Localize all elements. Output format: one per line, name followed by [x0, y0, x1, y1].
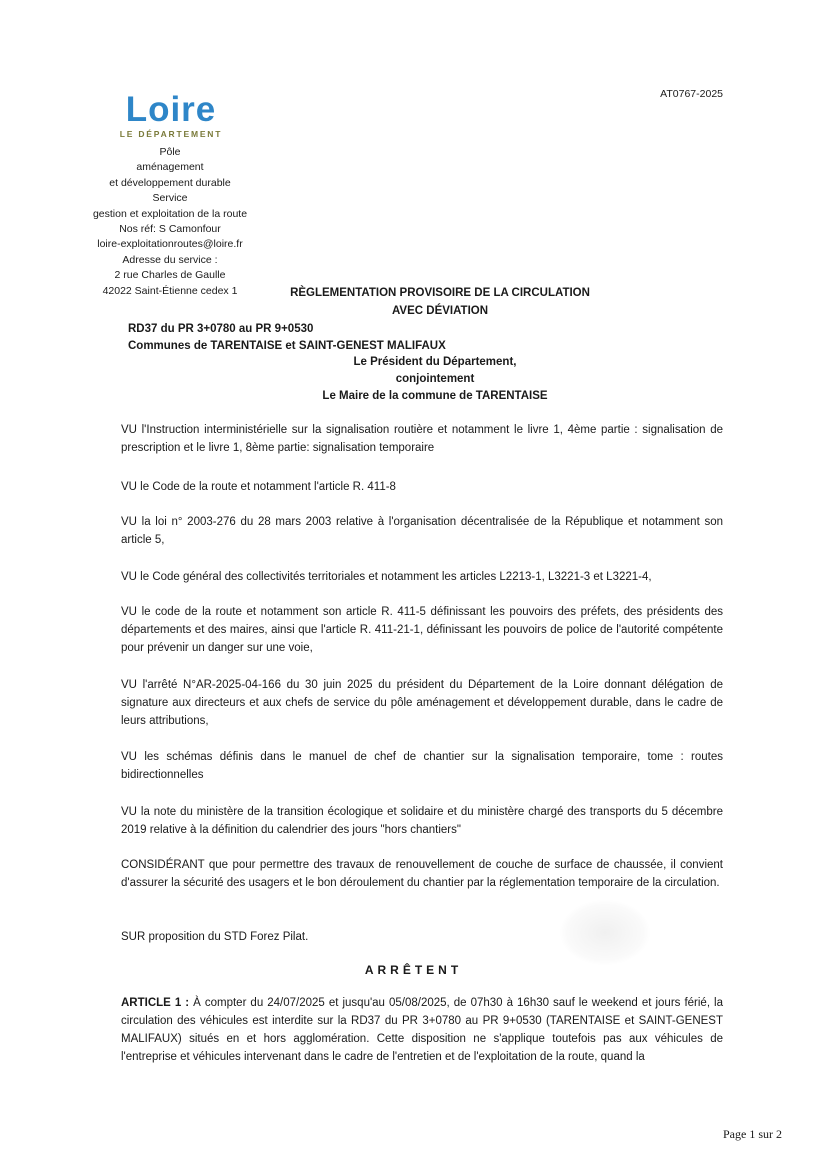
arretent-heading: ARRÊTENT [364, 963, 463, 977]
consideration-text: le code de la route et notamment son article R. 411-5 définissant les pouvoirs des préfets, des présidents des départements et des maires, ainsi que l'article R. 411-21-1, définissant les pouvoirs de police de l'autorité compétente pour prévenir un danger sur une voie, [121, 606, 723, 654]
consideration-paragraph [121, 478, 723, 496]
service-line: et développement durable [109, 176, 231, 189]
consideration-lead: CONSIDÉRANT [121, 859, 205, 871]
service-block [70, 145, 270, 299]
consideration-paragraph [121, 513, 723, 549]
consideration-text: la loi n° 2003-276 du 28 mars 2003 relative à l'organisation décentralisée de la République et notamment son article 5, [121, 516, 723, 546]
authority-mayor: Le Maire de la commune de TARENTAISE [322, 390, 548, 402]
service-line: 2 rue Charles de Gaulle [114, 269, 226, 282]
article-1-label: ARTICLE 1 : [121, 997, 190, 1009]
consideration-lead: VU [121, 606, 137, 618]
service-line: aménagement [136, 161, 204, 174]
consideration-text: l'arrêté N°AR-2025-04-166 du 30 juin 2025 du président du Département de la Loire donnant délégation de signature aux directeurs et aux chefs de service du pôle aménagement et développement durable, dans le cadre de leurs attributions, [121, 679, 723, 727]
loire-logo [112, 92, 230, 139]
consideration-lead: VU [121, 516, 137, 528]
consideration-paragraph [121, 603, 723, 657]
document-subtitle: AVEC DÉVIATION [391, 305, 489, 317]
faded-stamp [560, 900, 650, 965]
consideration-text: l'Instruction interministérielle sur la signalisation routière et notamment le livre 1, 4ème partie : signalisation de prescription et le livre 1, 8ème partie: signalisation temporaire [121, 424, 723, 454]
service-line: gestion et exploitation de la route [92, 207, 248, 220]
consideration-lead: VU [121, 571, 137, 583]
document-title: RÈGLEMENTATION PROVISOIRE DE LA CIRCULATION [290, 287, 590, 299]
consideration-lead: VU [121, 806, 137, 818]
consideration-paragraph [121, 803, 723, 839]
service-line: Pôle [159, 146, 181, 158]
authority-conjointement: conjointement [395, 373, 475, 385]
consideration-text: les schémas définis dans le manuel de chef de chantier sur la signalisation temporaire, tome : routes bidirectionnelles [121, 751, 723, 781]
authority-president: Le Président du Département, [353, 356, 517, 368]
consideration-text: proposition du STD Forez Pilat. [145, 931, 309, 943]
consideration-lead: VU [121, 751, 137, 763]
service-line: 42022 Saint-Étienne cedex 1 [102, 284, 238, 297]
service-line: Service [152, 192, 188, 205]
consideration-lead: VU [121, 679, 137, 691]
document-reference: AT0767-2025 [660, 88, 723, 100]
consideration-lead: SUR [121, 931, 146, 943]
logo-subtitle: LE DÉPARTEMENT [119, 129, 223, 139]
consideration-text: la note du ministère de la transition écologique et solidaire et du ministère chargé des transports du 5 décembre 2019 relative à la définition du calendrier des jours "hors chantiers" [121, 806, 723, 836]
consideration-text: que pour permettre des travaux de renouvellement de couche de surface de chaussée, il convient d'assurer la sécurité des usagers et le bon déroulement du chantier par la réglementation temporaire de la circulation. [121, 859, 723, 889]
consideration-paragraph [121, 421, 723, 457]
consideration-lead: VU [121, 481, 137, 493]
communes: Communes de TARENTAISE et SAINT-GENEST MALIFAUX [128, 340, 446, 352]
consideration-text: le Code de la route et notamment l'article R. 411-8 [136, 481, 396, 493]
consideration-paragraph [121, 748, 723, 784]
consideration-text: le Code général des collectivités territoriales et notamment les articles L2213-1, L3221-3 et L3221-4, [136, 571, 652, 583]
service-email: loire-exploitationroutes@loire.fr [97, 238, 243, 251]
logo-word: Loire [125, 90, 217, 129]
consideration-paragraph [121, 676, 723, 730]
consideration-lead: VU [121, 424, 137, 436]
page-number: Page 1 sur 2 [723, 1127, 782, 1141]
article-1 [121, 994, 723, 1066]
service-line: Nos réf: S Camonfour [119, 223, 221, 236]
article-1-text: À compter du 24/07/2025 et jusqu'au 05/08/2025, de 07h30 à 16h30 sauf le weekend et jours férié, la circulation des véhicules est interdite sur la RD37 du PR 3+0780 au PR 9+0530 (TARENTAISE et SAINT-GENEST MALIFAUX) situés en et hors agglomération. Cette disposition ne s'applique toutefois pas aux véhicules de l'entreprise et véhicules intervenant dans le cadre de l'entretien et de l'exploitation de la route, quand la [121, 997, 723, 1063]
consideration-paragraph [121, 856, 723, 892]
service-line: Adresse du service : [122, 253, 218, 266]
consideration-paragraph [121, 568, 723, 586]
road-section: RD37 du PR 3+0780 au PR 9+0530 [128, 323, 314, 335]
